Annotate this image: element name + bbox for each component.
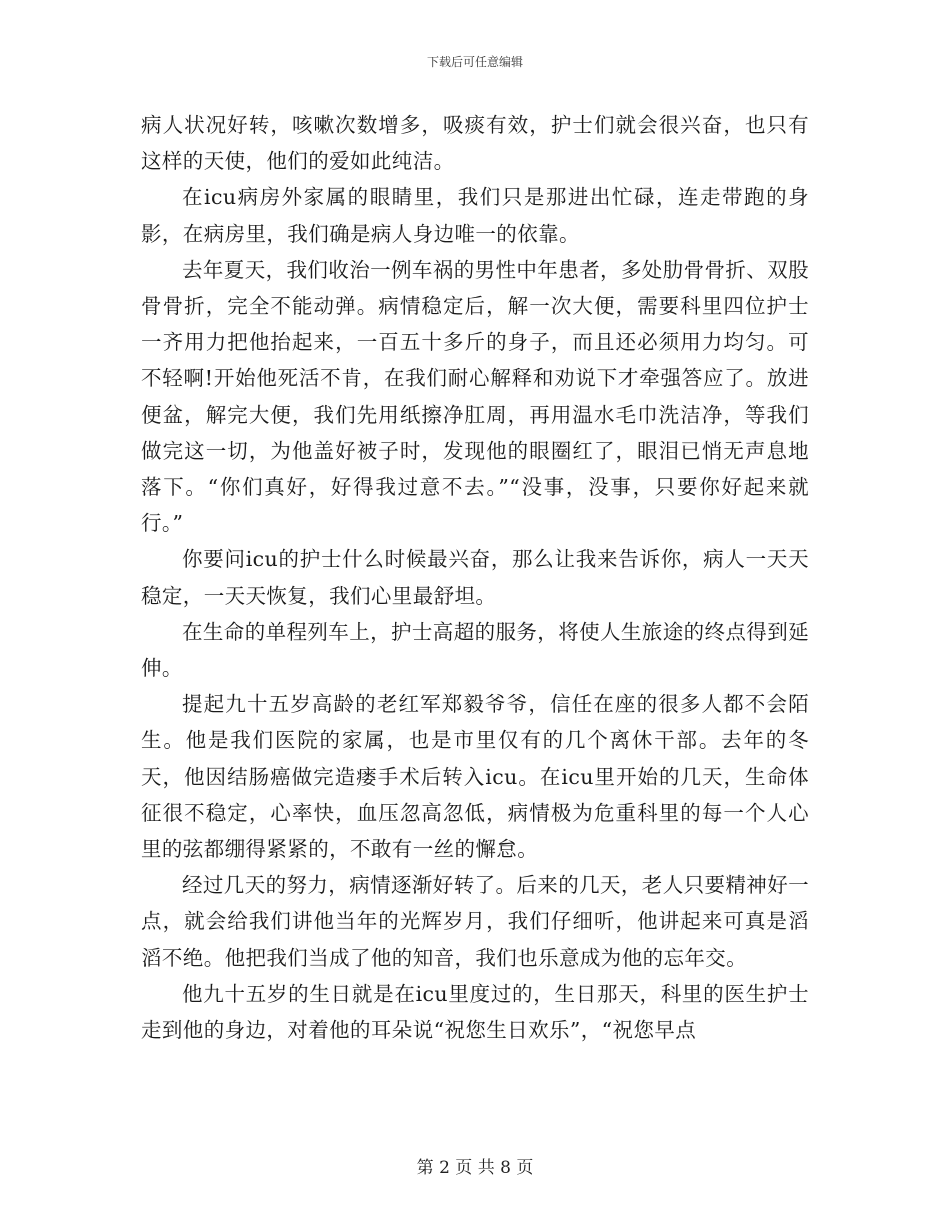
page-header: 下载后可任意编辑 (426, 55, 523, 69)
paragraph: 他九十五岁的生日就是在icu里度过的，生日那天，科里的医生护士走到他的身边，对着他的耳朵说“祝您生日欢乐”，“祝您早点 (141, 981, 809, 1043)
paragraph: 你要问icu的护士什么时候最兴奋，那么让我来告诉你，病人一天天稳定，一天天恢复，我们心里最舒坦。 (141, 547, 809, 608)
paragraph: 提起九十五岁高龄的老红军郑毅爷爷，信任在座的很多人都不会陌生。他是我们医院的家属，也是市里仅有的几个离休干部。去年的冬天，他因结肠癌做完造瘘手术后转入icu。在icu里开始的几天，生命体征很不稳定，心率快，血压忽高忽低，病情极为危重科里的每一个人心里的弦都绷得紧紧的，不敢有一丝的懈怠。 (141, 692, 809, 862)
paragraph: 经过几天的努力，病情逐渐好转了。后来的几天，老人只要精神好一点，就会给我们讲他当年的光辉岁月，我们仔细听，他讲起来可真是滔滔不绝。他把我们当成了他的知音，我们也乐意成为他的忘年交。 (141, 873, 809, 970)
paragraph-continuation: 病人状况好转，咳嗽次数增多，吸痰有效，护士们就会很兴奋，也只有这样的天使，他们的爱如此纯洁。 (141, 113, 809, 174)
page-footer: 第 2 页 共 8 页 (416, 1158, 534, 1178)
paragraph: 在icu病房外家属的眼睛里，我们只是那进出忙碌，连走带跑的身影，在病房里，我们确是病人身边唯一的依靠。 (141, 185, 809, 246)
document-body (141, 107, 809, 1048)
paragraph: 去年夏天，我们收治一例车祸的男性中年患者，多处肋骨骨折、双股骨骨折，完全不能动弹。病情稳定后，解一次大便，需要科里四位护士一齐用力把他抬起来，一百五十多斤的身子，而且还必须用力均匀。可不轻啊!开始他死活不肯，在我们耐心解释和劝说下才牵强答应了。放进便盆，解完大便，我们先用纸擦净肛周，再用温水毛巾洗洁净，等我们做完这一切，为他盖好被子时，发现他的眼圈红了，眼泪已悄无声息地落下。“你们真好，好得我过意不去。”“没事，没事，只要你好起来就行。” (141, 257, 809, 536)
paragraph: 在生命的单程列车上，护士高超的服务，将使人生旅途的终点得到延伸。 (141, 619, 809, 681)
